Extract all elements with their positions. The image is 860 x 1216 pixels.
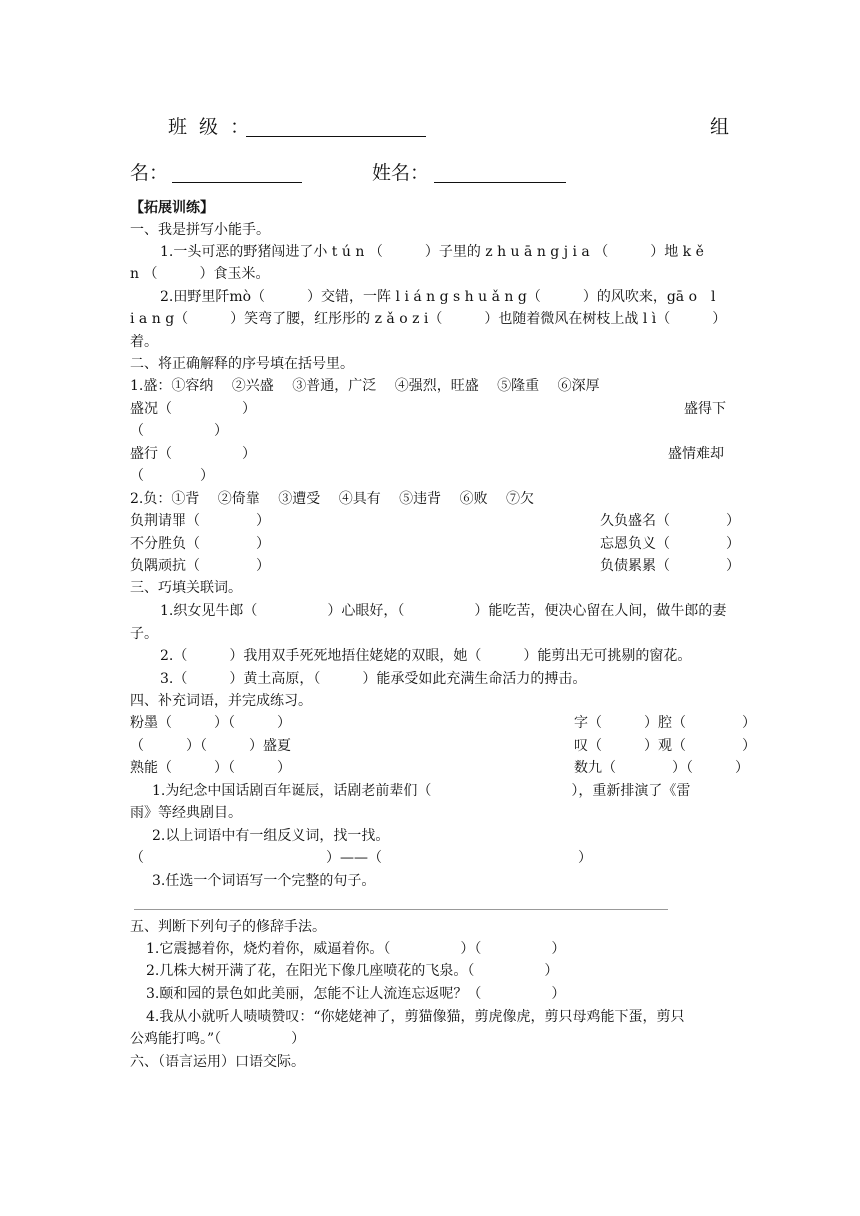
s4-row1-left: 粉墨（ ）（ ） — [130, 715, 291, 731]
s2-q2: 2.负：①背 ②倚靠 ③遭受 ④具有 ⑤违背 ⑥败 ⑦欠 — [130, 491, 535, 507]
s3-line1: 1.织女见牛郎（ ）心眼好，（ ）能吃苦，便决心留在人间，做牛郎的妻 — [160, 603, 727, 619]
s3-line2: 子。 — [130, 626, 158, 642]
s5-line4: 4.我从小就听人啧啧赞叹：“你姥姥神了，剪猫像猫，剪虎像虎，剪只母鸡能下蛋，剪只 — [146, 1009, 685, 1025]
section-title: 【拓展训练】 — [130, 200, 214, 216]
name-field-1[interactable] — [172, 182, 302, 183]
s4-row3-left: 熟能（ ）（ ） — [130, 760, 291, 776]
s1-q2-line1: 2.田野里阡mò（ ）交错，一阵 l i á n g s h u ǎ n g（ ）的风吹来，gā o l — [160, 289, 716, 305]
name-field-2[interactable] — [434, 182, 566, 183]
s6-title: 六、（语言运用）口语交际。 — [130, 1054, 305, 1070]
s2-title: 二、将正确解释的序号填在括号里。 — [130, 356, 354, 372]
s2-q1-d: 盛情难却 — [668, 446, 724, 462]
s4-row2-left: （ ）（ ）盛夏 — [130, 738, 291, 754]
s3-title: 三、巧填关联词。 — [130, 580, 242, 596]
name-label-2: 姓名： — [372, 162, 430, 184]
s5-line3: 3.颐和园的景色如此美丽，怎能不让人流连忘返呢？（ ） — [146, 986, 566, 1002]
s2-q1: 1.盛：①容纳 ②兴盛 ③普通，广泛 ④强烈，旺盛 ⑤隆重 ⑥深厚 — [130, 378, 600, 394]
s2-q2-row2-right: 忘恩负义（ ） — [600, 536, 740, 552]
s4-title: 四、补充词语，并完成练习。 — [130, 693, 312, 709]
s4-row2-right: 叹（ ）观（ ） — [574, 738, 756, 754]
s4-row3-right: 数九（ ）（ ） — [574, 760, 749, 776]
s4-q2: 2.以上词语中有一组反义词，找一找。 — [152, 828, 390, 844]
s4-q1-line2: 雨》等经典剧目。 — [130, 805, 242, 821]
s2-q1-b-blank: （ ） — [130, 423, 228, 439]
s2-q2-row3-right: 负债累累（ ） — [600, 558, 740, 574]
s2-q2-row2-left: 不分胜负（ ） — [130, 536, 270, 552]
name-label-1: 名： — [130, 162, 169, 184]
s2-q2-row3-left: 负隅顽抗（ ） — [130, 558, 270, 574]
class-label: 班 级 ： — [168, 116, 253, 138]
s4-q3: 3.任选一个词语写一个完整的句子。 — [152, 873, 376, 889]
s5-title: 五、判断下列句子的修辞手法。 — [130, 919, 326, 935]
s5-line1: 1.它震撼着你，烧灼着你，威逼着你。（ ）（ ） — [146, 941, 566, 957]
s3-line4: 3.（ ）黄土高原，（ ）能承受如此充满生命活力的搏击。 — [160, 671, 587, 687]
s1-q2-line3: 着。 — [130, 334, 158, 350]
s4-q1-line1: 1.为纪念中国话剧百年诞辰，话剧老前辈们（ ），重新排演了《雷 — [152, 783, 691, 799]
s1-title: 一、我是拼写小能手。 — [130, 222, 270, 238]
s1-q1-line2: n （ ）食玉米。 — [130, 266, 270, 282]
s4-q3-answer-line[interactable] — [134, 909, 668, 910]
group-label: 组 — [710, 116, 730, 138]
s3-line3: 2.（ ）我用双手死死地捂住姥姥的双眼，她（ ）能剪出无可挑剔的窗花。 — [160, 648, 692, 664]
s2-q2-row1-right: 久负盛名（ ） — [600, 513, 740, 529]
s5-line2: 2.几株大树开满了花，在阳光下像几座喷花的飞泉。（ ） — [146, 963, 559, 979]
s4-row1-right: 字（ ）腔（ ） — [574, 715, 756, 731]
s2-q1-a: 盛况（ ） — [130, 401, 256, 417]
s1-q2-line2: i a n g（ ）笑弯了腰，红彤彤的 z ǎ o z i（ ）也随着微风在树枝上战 l ì（ ） — [130, 311, 727, 327]
s4-q2-answer: （ ）——（ ） — [130, 850, 592, 866]
s5-line5: 公鸡能打鸣。”（ ） — [130, 1031, 306, 1047]
s2-q1-d-blank: （ ） — [130, 468, 214, 484]
class-field[interactable] — [246, 136, 426, 137]
s2-q1-b: 盛得下 — [684, 401, 726, 417]
s1-q1-line1: 1.一头可恶的野猪闯进了小 t ú n （ ）子里的 z h u ā n g j i a （ ）地 k ě — [160, 244, 704, 260]
s2-q1-c: 盛行（ ） — [130, 446, 256, 462]
s2-q2-row1-left: 负荆请罪（ ） — [130, 513, 270, 529]
